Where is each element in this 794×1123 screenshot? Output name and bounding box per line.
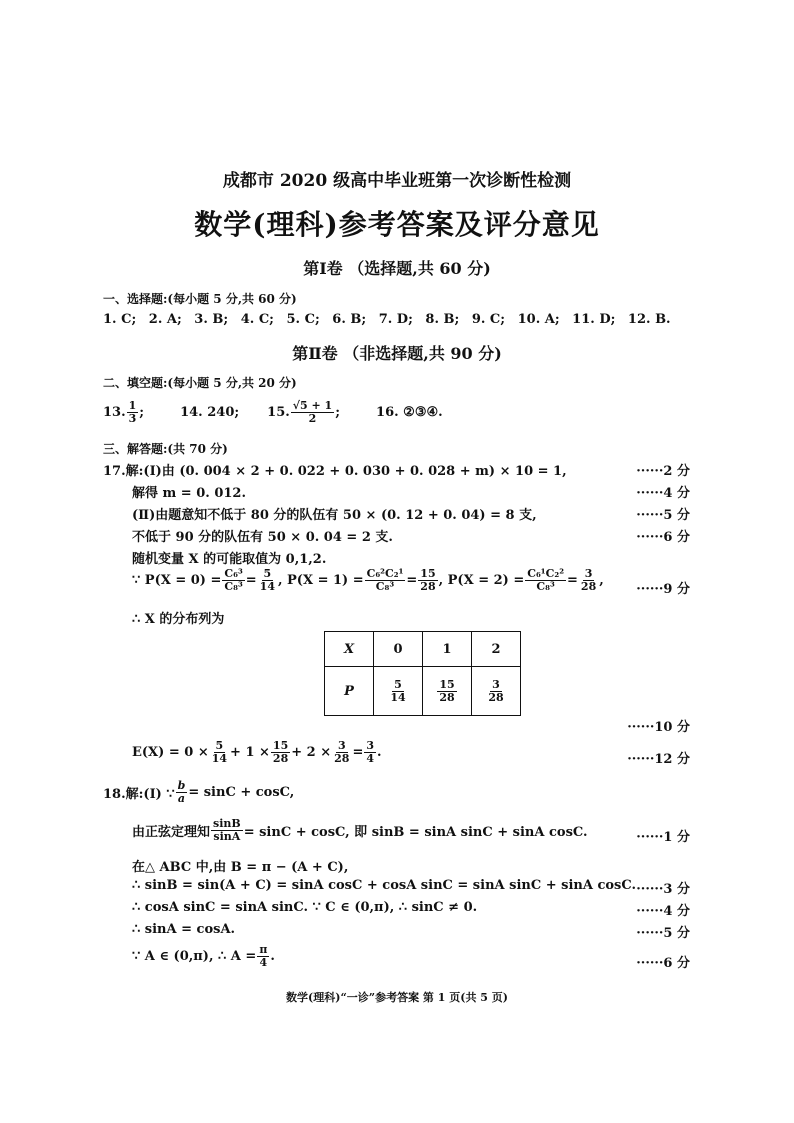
- exam-title: 成都市 2020 级高中毕业班第一次诊断性检测: [222, 171, 572, 191]
- answer-item: 6. B;: [332, 312, 367, 327]
- score-mark: ······9 分: [636, 582, 690, 597]
- q17-line2: 解得 m = 0. 012.: [132, 486, 246, 501]
- q13-label: 13.: [103, 405, 126, 420]
- q17-expectation: E(X) = 0 × $\frac{5}{14}$ + 1 × $\frac{15}{28}$ + 2 × $\frac{3}{28}$ = $\frac{3}{4}$ .: [132, 739, 382, 765]
- q14-answer: 14. 240;: [180, 405, 240, 420]
- score-mark: ······6 分: [636, 956, 690, 971]
- score-mark: ······1 分: [636, 830, 690, 845]
- q18-line5: ∴ cosA sinC = sinA sinC. ∵ C ∈ (0,π), ∴ sinC ≠ 0.: [132, 900, 478, 915]
- table-cell: $\frac{5}{14}$: [374, 667, 423, 716]
- q13-end: ;: [139, 405, 145, 420]
- answer-item: 8. B;: [425, 312, 460, 327]
- answer-item: 7. D;: [378, 312, 413, 327]
- q17-line4: 不低于 90 分的队伍有 50 × 0. 04 = 2 支.: [132, 530, 393, 545]
- table-cell: X: [325, 632, 374, 667]
- q18-line4: ∴ sinB = sin(A + C) = sinA cosC + cosA sinC = sinA sinC + sinA cosC.: [132, 878, 636, 893]
- score-mark: ······6 分: [636, 530, 690, 545]
- table-cell: 2: [472, 632, 521, 667]
- answer-item: 9. C;: [471, 312, 506, 327]
- q17-line1: 17.解:(Ⅰ)由 (0. 004 × 2 + 0. 022 + 0. 030 + 0. 028 + m) × 10 = 1,: [103, 464, 567, 479]
- q17-line3: (Ⅱ)由题意知不低于 80 分的队伍有 50 × (0. 12 + 0. 04) = 8 支,: [132, 508, 537, 523]
- choice-section-title: 一、选择题:(每小题 5 分,共 60 分): [103, 292, 297, 306]
- part2-heading: 第Ⅱ卷 （非选择题,共 90 分): [292, 344, 502, 363]
- answer-item: 11. D;: [572, 312, 616, 327]
- distribution-table: [324, 631, 521, 716]
- page-footer: 数学(理科)“一诊”参考答案 第 1 页(共 5 页): [286, 991, 508, 1004]
- q16-answer: 16. ②③④.: [376, 405, 443, 420]
- q18-line3: 在△ ABC 中,由 B = π − (A + C),: [132, 860, 349, 875]
- doc-title: 数学(理科)参考答案及评分意见: [194, 208, 600, 241]
- q17-line6: ∴ X 的分布列为: [132, 612, 225, 627]
- answer-item: 10. A;: [517, 312, 560, 327]
- answer-item: 2. A;: [148, 312, 182, 327]
- table-cell: $\frac{3}{28}$: [472, 667, 521, 716]
- score-mark: ······2 分: [636, 464, 690, 479]
- answer-item: 1. C;: [103, 312, 137, 327]
- q17-probabilities: ∵ P(X = 0) = $\frac{\text{C₆³}}{\text{C₈³}}$ = $\frac{5}{14}$ , P(X = 1) = $\frac{\text{C₆²C₂¹}}{\text{C₈³}}$ = $\frac{15}{28}$ , P(X = 2) = $\frac{\text{C₆¹C₂²}}{\text{C₈³}}$ = $\frac{3}{28}$ ,: [132, 567, 604, 593]
- q15-end: ;: [335, 405, 341, 420]
- q18-line6: ∴ sinA = cosA.: [132, 922, 236, 937]
- score-mark: ······5 分: [636, 508, 690, 523]
- answer-item: 5. C;: [286, 312, 320, 327]
- q15-label: 15.: [267, 405, 290, 420]
- score-mark: ······4 分: [636, 904, 690, 919]
- score-mark: ······3 分: [636, 882, 690, 897]
- score-mark: ······5 分: [636, 926, 690, 941]
- q18-line7: ∵ A ∈ (0,π), ∴ A = $\frac{\pi}{4}$ .: [132, 943, 275, 969]
- score-mark: ······4 分: [636, 486, 690, 501]
- fill-section-title: 二、填空题:(每小题 5 分,共 20 分): [103, 376, 297, 390]
- table-cell: $\frac{15}{28}$: [423, 667, 472, 716]
- solve-section-title: 三、解答题:(共 70 分): [103, 442, 228, 456]
- table-cell: 0: [374, 632, 423, 667]
- q18-line2: 由正弦定理知 $\frac{\sin B}{\sin A}$ = sinC + cosC, 即 sinB = sinA sinC + sinA cosC.: [132, 817, 588, 843]
- q17-line5: 随机变量 X 的可能取值为 0,1,2.: [132, 552, 327, 567]
- answer-item: 4. C;: [240, 312, 274, 327]
- q18-line1: 18.解:(Ⅰ) ∵ $\frac{b}{a}$ = sinC + cosC,: [103, 779, 295, 805]
- answer-item: 3. B;: [194, 312, 229, 327]
- table-cell: P: [325, 667, 374, 716]
- table-cell: 1: [423, 632, 472, 667]
- fill-answers: [103, 400, 443, 425]
- q15-fraction: $\frac{√5 + 1}{2}$: [292, 399, 333, 425]
- answer-item: 12. B.: [627, 312, 671, 327]
- score-mark: ······12 分: [627, 752, 690, 767]
- score-mark: ······10 分: [627, 720, 690, 735]
- part1-heading: 第Ⅰ卷 （选择题,共 60 分): [303, 259, 491, 278]
- q13-fraction: $\frac{1}{3}$: [128, 399, 137, 425]
- choice-answers: [103, 312, 679, 327]
